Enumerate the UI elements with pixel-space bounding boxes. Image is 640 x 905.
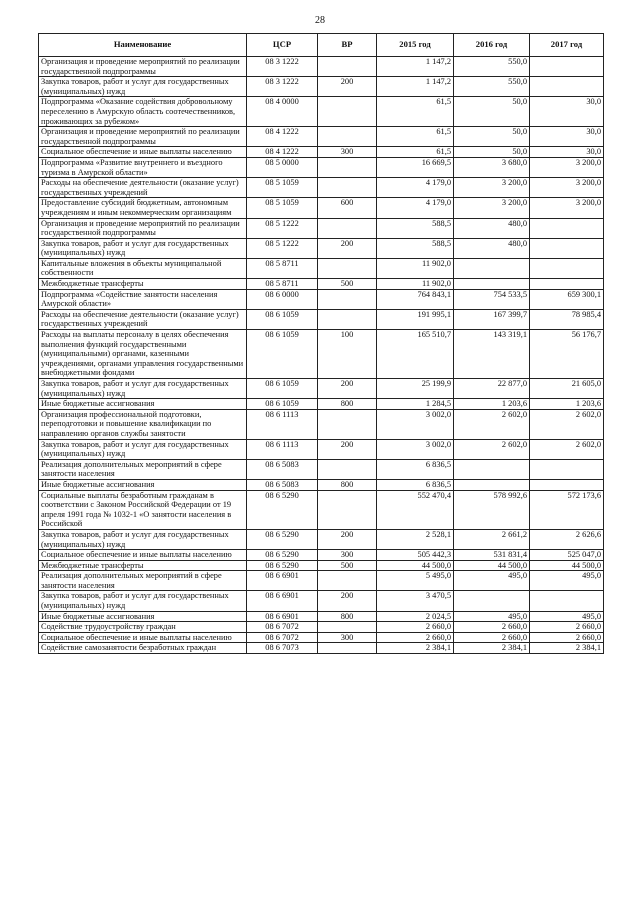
row-2016: 50,0: [454, 97, 530, 127]
row-2015: 3 470,5: [377, 591, 454, 611]
row-name: Социальные выплаты безработным гражданам в соответствии с Законом Российской Федерации от 19 апреля 1991 года № 1032-1 «О занятости населения в Российской: [39, 490, 247, 529]
row-vr: [318, 289, 377, 309]
row-csr: 08 6 5290: [247, 529, 318, 549]
table-row: [39, 399, 604, 410]
row-2015: 44 500,0: [377, 560, 454, 571]
row-2017: [530, 591, 604, 611]
row-name: Расходы на обеспечение деятельности (оказание услуг) государственных учреждений: [39, 309, 247, 329]
row-vr: [318, 127, 377, 147]
row-vr: [318, 218, 377, 238]
row-2017: 495,0: [530, 571, 604, 591]
row-2015: 165 510,7: [377, 330, 454, 379]
row-2016: 754 533,5: [454, 289, 530, 309]
row-2016: 495,0: [454, 571, 530, 591]
row-2016: 2 660,0: [454, 632, 530, 643]
row-2017: 2 384,1: [530, 643, 604, 654]
row-2016: [454, 591, 530, 611]
table-row: [39, 591, 604, 611]
row-csr: 08 4 1222: [247, 147, 318, 158]
row-vr: [318, 157, 377, 177]
row-2015: 1 284,5: [377, 399, 454, 410]
row-2015: 5 495,0: [377, 571, 454, 591]
row-csr: 08 6 7073: [247, 643, 318, 654]
row-2017: 30,0: [530, 97, 604, 127]
row-name: Расходы на выплаты персоналу в целях обеспечения выполнения функций государственными (муниципальными) органами, казенными учреждениями, органами управления государственными внебюджетными фондами: [39, 330, 247, 379]
row-name: Закупка товаров, работ и услуг для государственных (муниципальных) нужд: [39, 529, 247, 549]
row-2017: [530, 238, 604, 258]
row-2016: [454, 258, 530, 278]
row-2015: 11 902,0: [377, 258, 454, 278]
header-2016: 2016 год: [454, 34, 530, 57]
row-csr: 08 3 1222: [247, 77, 318, 97]
row-2015: 6 836,5: [377, 459, 454, 479]
row-name: Организация и проведение мероприятий по реализации государственной подпрограммы: [39, 127, 247, 147]
row-2016: 22 877,0: [454, 379, 530, 399]
table-row: [39, 77, 604, 97]
row-2016: 495,0: [454, 611, 530, 622]
row-2016: [454, 279, 530, 290]
row-csr: 08 6 1059: [247, 399, 318, 410]
row-2016: 550,0: [454, 57, 530, 77]
row-vr: [318, 178, 377, 198]
table-row: [39, 459, 604, 479]
row-2017: [530, 57, 604, 77]
row-2016: 550,0: [454, 77, 530, 97]
row-name: Подпрограмма «Развитие внутреннего и въездного туризма в Амурской области»: [39, 157, 247, 177]
row-name: Организация и проведение мероприятий по реализации государственной подпрограммы: [39, 218, 247, 238]
row-name: Организация и проведение мероприятий по реализации государственной подпрограммы: [39, 57, 247, 77]
table-row: [39, 379, 604, 399]
row-vr: 200: [318, 238, 377, 258]
row-csr: 08 6 5290: [247, 490, 318, 529]
row-vr: 200: [318, 77, 377, 97]
row-2017: 572 173,6: [530, 490, 604, 529]
row-name: Межбюджетные трансферты: [39, 279, 247, 290]
table-row: [39, 97, 604, 127]
row-name: Подпрограмма «Содействие занятости населения Амурской области»: [39, 289, 247, 309]
row-vr: 800: [318, 479, 377, 490]
row-csr: 08 5 1059: [247, 198, 318, 218]
row-csr: 08 4 1222: [247, 127, 318, 147]
row-2015: 25 199,9: [377, 379, 454, 399]
row-name: Закупка товаров, работ и услуг для государственных (муниципальных) нужд: [39, 77, 247, 97]
row-2017: 495,0: [530, 611, 604, 622]
row-name: Реализация дополнительных мероприятий в сфере занятости населения: [39, 571, 247, 591]
row-2015: 1 147,2: [377, 77, 454, 97]
row-2016: 1 203,6: [454, 399, 530, 410]
row-vr: 200: [318, 529, 377, 549]
row-name: Капитальные вложения в объекты муниципальной собственности: [39, 258, 247, 278]
row-csr: 08 5 8711: [247, 258, 318, 278]
table-row: [39, 490, 604, 529]
row-2017: 3 200,0: [530, 157, 604, 177]
row-2016: 143 319,1: [454, 330, 530, 379]
row-2017: 44 500,0: [530, 560, 604, 571]
header-name: Наименование: [39, 34, 247, 57]
row-csr: 08 6 1059: [247, 379, 318, 399]
row-2017: [530, 218, 604, 238]
row-name: Социальное обеспечение и иные выплаты населению: [39, 550, 247, 561]
row-name: Содействие самозанятости безработных граждан: [39, 643, 247, 654]
row-name: Иные бюджетные ассигнования: [39, 399, 247, 410]
row-2015: 588,5: [377, 218, 454, 238]
row-name: Иные бюджетные ассигнования: [39, 611, 247, 622]
row-2015: 505 442,3: [377, 550, 454, 561]
row-csr: 08 6 7072: [247, 632, 318, 643]
row-2017: 525 047,0: [530, 550, 604, 561]
row-2017: 30,0: [530, 147, 604, 158]
budget-table: [38, 33, 604, 654]
row-2017: 2 602,0: [530, 409, 604, 439]
row-csr: 08 6 5083: [247, 479, 318, 490]
row-2015: 552 470,4: [377, 490, 454, 529]
row-name: Закупка товаров, работ и услуг для государственных (муниципальных) нужд: [39, 591, 247, 611]
row-name: Предоставление субсидий бюджетным, автономным учреждениям и иным некоммерческим организациям: [39, 198, 247, 218]
header-2017: 2017 год: [530, 34, 604, 57]
row-csr: 08 6 1113: [247, 409, 318, 439]
row-2016: 480,0: [454, 238, 530, 258]
table-row: [39, 57, 604, 77]
row-2016: 2 384,1: [454, 643, 530, 654]
row-2017: 3 200,0: [530, 178, 604, 198]
row-2016: 44 500,0: [454, 560, 530, 571]
row-name: Реализация дополнительных мероприятий в сфере занятости населения: [39, 459, 247, 479]
row-vr: 100: [318, 330, 377, 379]
row-name: Социальное обеспечение и иные выплаты населению: [39, 632, 247, 643]
row-vr: 300: [318, 550, 377, 561]
row-2016: 3 200,0: [454, 178, 530, 198]
row-vr: 300: [318, 147, 377, 158]
table-row: [39, 643, 604, 654]
table-row: [39, 279, 604, 290]
row-2015: 2 660,0: [377, 622, 454, 633]
table-row: [39, 632, 604, 643]
row-2017: 3 200,0: [530, 198, 604, 218]
row-name: Закупка товаров, работ и услуг для государственных (муниципальных) нужд: [39, 439, 247, 459]
row-2017: 2 660,0: [530, 632, 604, 643]
table-row: [39, 330, 604, 379]
row-vr: 600: [318, 198, 377, 218]
row-csr: 08 5 1222: [247, 218, 318, 238]
row-vr: 800: [318, 611, 377, 622]
row-vr: 800: [318, 399, 377, 410]
row-2016: 3 680,0: [454, 157, 530, 177]
row-csr: 08 5 1222: [247, 238, 318, 258]
row-vr: 200: [318, 439, 377, 459]
row-2017: 659 300,1: [530, 289, 604, 309]
row-vr: [318, 258, 377, 278]
table-row: [39, 178, 604, 198]
row-2016: 50,0: [454, 127, 530, 147]
row-vr: 500: [318, 560, 377, 571]
row-csr: 08 6 1059: [247, 330, 318, 379]
row-2015: 61,5: [377, 97, 454, 127]
row-2016: 480,0: [454, 218, 530, 238]
row-csr: 08 4 0000: [247, 97, 318, 127]
header-2015: 2015 год: [377, 34, 454, 57]
table-row: [39, 157, 604, 177]
row-2016: 50,0: [454, 147, 530, 158]
row-2015: 191 995,1: [377, 309, 454, 329]
row-2015: 2 024,5: [377, 611, 454, 622]
row-csr: 08 6 6901: [247, 591, 318, 611]
row-csr: 08 6 7072: [247, 622, 318, 633]
row-2016: 3 200,0: [454, 198, 530, 218]
table-row: [39, 238, 604, 258]
row-2016: 167 399,7: [454, 309, 530, 329]
row-vr: [318, 643, 377, 654]
row-2016: 578 992,6: [454, 490, 530, 529]
row-vr: 200: [318, 379, 377, 399]
row-csr: 08 6 1113: [247, 439, 318, 459]
table-row: [39, 198, 604, 218]
row-csr: 08 5 1059: [247, 178, 318, 198]
row-2015: 588,5: [377, 238, 454, 258]
row-2015: 4 179,0: [377, 178, 454, 198]
row-2017: 78 985,4: [530, 309, 604, 329]
page-number: 28: [315, 15, 325, 26]
row-2017: 2 626,6: [530, 529, 604, 549]
row-vr: 300: [318, 632, 377, 643]
row-name: Закупка товаров, работ и услуг для государственных (муниципальных) нужд: [39, 379, 247, 399]
row-2015: 4 179,0: [377, 198, 454, 218]
row-2016: 2 602,0: [454, 439, 530, 459]
row-vr: [318, 97, 377, 127]
row-name: Расходы на обеспечение деятельности (оказание услуг) государственных учреждений: [39, 178, 247, 198]
row-2015: 764 843,1: [377, 289, 454, 309]
row-csr: 08 6 6901: [247, 571, 318, 591]
row-2015: 16 669,5: [377, 157, 454, 177]
row-vr: [318, 409, 377, 439]
row-name: Социальное обеспечение и иные выплаты населению: [39, 147, 247, 158]
table-row: [39, 571, 604, 591]
row-2015: 2 384,1: [377, 643, 454, 654]
row-csr: 08 6 0000: [247, 289, 318, 309]
row-2017: [530, 258, 604, 278]
row-name: Организация профессиональной подготовки, переподготовки и повышение квалификации по направлению органов службы занятости: [39, 409, 247, 439]
table-row: [39, 611, 604, 622]
row-name: Закупка товаров, работ и услуг для государственных (муниципальных) нужд: [39, 238, 247, 258]
row-2017: 21 605,0: [530, 379, 604, 399]
header-csr: ЦСР: [247, 34, 318, 57]
row-2015: 2 528,1: [377, 529, 454, 549]
table-row: [39, 409, 604, 439]
header-vr: ВР: [318, 34, 377, 57]
row-name: Иные бюджетные ассигнования: [39, 479, 247, 490]
row-2015: 61,5: [377, 147, 454, 158]
table-row: [39, 550, 604, 561]
row-2016: 2 660,0: [454, 622, 530, 633]
table-row: [39, 622, 604, 633]
table-row: [39, 218, 604, 238]
row-vr: 200: [318, 591, 377, 611]
row-2015: 3 002,0: [377, 409, 454, 439]
row-csr: 08 5 0000: [247, 157, 318, 177]
row-name: Содействие трудоустройству граждан: [39, 622, 247, 633]
row-2016: [454, 459, 530, 479]
row-2015: 61,5: [377, 127, 454, 147]
table-row: [39, 258, 604, 278]
row-2017: 56 176,7: [530, 330, 604, 379]
row-2016: 2 661,2: [454, 529, 530, 549]
row-2017: 2 602,0: [530, 439, 604, 459]
row-csr: 08 3 1222: [247, 57, 318, 77]
row-2016: 2 602,0: [454, 409, 530, 439]
row-name: Подпрограмма «Оказание содействия добровольному переселению в Амурскую область соотечественников, проживающих за рубежом»: [39, 97, 247, 127]
row-csr: 08 5 8711: [247, 279, 318, 290]
row-csr: 08 6 5290: [247, 550, 318, 561]
row-2017: 30,0: [530, 127, 604, 147]
row-vr: [318, 622, 377, 633]
row-name: Межбюджетные трансферты: [39, 560, 247, 571]
row-2015: 3 002,0: [377, 439, 454, 459]
row-csr: 08 6 5083: [247, 459, 318, 479]
row-csr: 08 6 6901: [247, 611, 318, 622]
table-row: [39, 560, 604, 571]
row-vr: [318, 459, 377, 479]
row-2015: 11 902,0: [377, 279, 454, 290]
row-2017: [530, 459, 604, 479]
row-2017: [530, 279, 604, 290]
row-2015: 6 836,5: [377, 479, 454, 490]
row-2017: 1 203,6: [530, 399, 604, 410]
table-row: [39, 479, 604, 490]
row-2016: [454, 479, 530, 490]
row-2015: 1 147,2: [377, 57, 454, 77]
table-row: [39, 309, 604, 329]
table-row: [39, 439, 604, 459]
row-csr: 08 6 1059: [247, 309, 318, 329]
table-row: [39, 289, 604, 309]
row-vr: 500: [318, 279, 377, 290]
table-header-row: [39, 34, 604, 57]
row-vr: [318, 309, 377, 329]
row-2017: [530, 479, 604, 490]
row-vr: [318, 571, 377, 591]
row-2015: 2 660,0: [377, 632, 454, 643]
table-row: [39, 147, 604, 158]
row-2017: [530, 77, 604, 97]
row-2017: 2 660,0: [530, 622, 604, 633]
table-row: [39, 529, 604, 549]
table-row: [39, 127, 604, 147]
row-vr: [318, 57, 377, 77]
row-2016: 531 831,4: [454, 550, 530, 561]
row-csr: 08 6 5290: [247, 560, 318, 571]
row-vr: [318, 490, 377, 529]
